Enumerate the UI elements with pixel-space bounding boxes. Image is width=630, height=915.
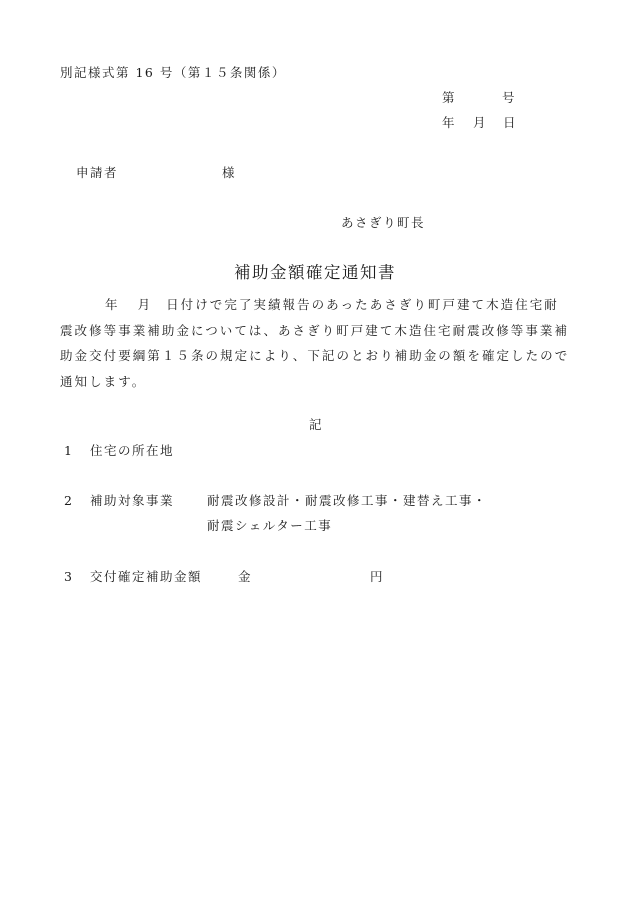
item-3-value-suffix: 円 xyxy=(370,569,385,584)
date-day: 日 xyxy=(503,115,518,130)
item-2-value-line-2: 耐震シェルター工事 xyxy=(207,518,333,533)
item-2-number: 2 xyxy=(64,493,74,508)
item-3-label: 交付確定補助金額 xyxy=(90,569,203,584)
applicant-label: 申請者 xyxy=(76,165,119,180)
item-3-number: 3 xyxy=(64,569,74,584)
item-2-value-line-1: 耐震改修設計・耐震改修工事・建替え工事・ xyxy=(207,493,488,508)
body-line-1 xyxy=(60,292,580,318)
body-year: 年 xyxy=(105,297,120,312)
body-paragraph xyxy=(60,292,580,394)
applicant-honorific: 様 xyxy=(222,165,237,180)
date-month: 月 xyxy=(473,115,488,130)
item-1-label: 住宅の所在地 xyxy=(90,443,175,458)
document-title: 補助金額確定通知書 xyxy=(234,263,396,282)
item-3-value-prefix: 金 xyxy=(238,569,253,584)
body-line-2: 震改修等事業補助金については、あさぎり町戸建て木造住宅耐震改修等事業補 xyxy=(60,322,570,338)
form-number: 別記様式第 16 号（第１５条関係） xyxy=(60,65,286,80)
body-line-4: 通知します。 xyxy=(60,373,147,389)
body-month: 月 xyxy=(137,297,153,312)
ki-heading: 記 xyxy=(309,417,324,432)
body-line-3: 助金交付要綱第１５条の規定により、下記のとおり補助金の額を確定したので xyxy=(60,348,570,363)
item-2-label: 補助対象事業 xyxy=(90,493,175,508)
issuer-name: あさぎり町長 xyxy=(341,215,426,230)
date-year: 年 xyxy=(442,115,457,130)
document-number-prefix: 第 xyxy=(442,90,457,105)
item-1-number: 1 xyxy=(64,443,74,458)
document-number-suffix: 号 xyxy=(502,90,517,105)
body-line-1-text: 日付けで完了実績報告のあったあさぎり町戸建て木造住宅耐 xyxy=(166,297,559,312)
